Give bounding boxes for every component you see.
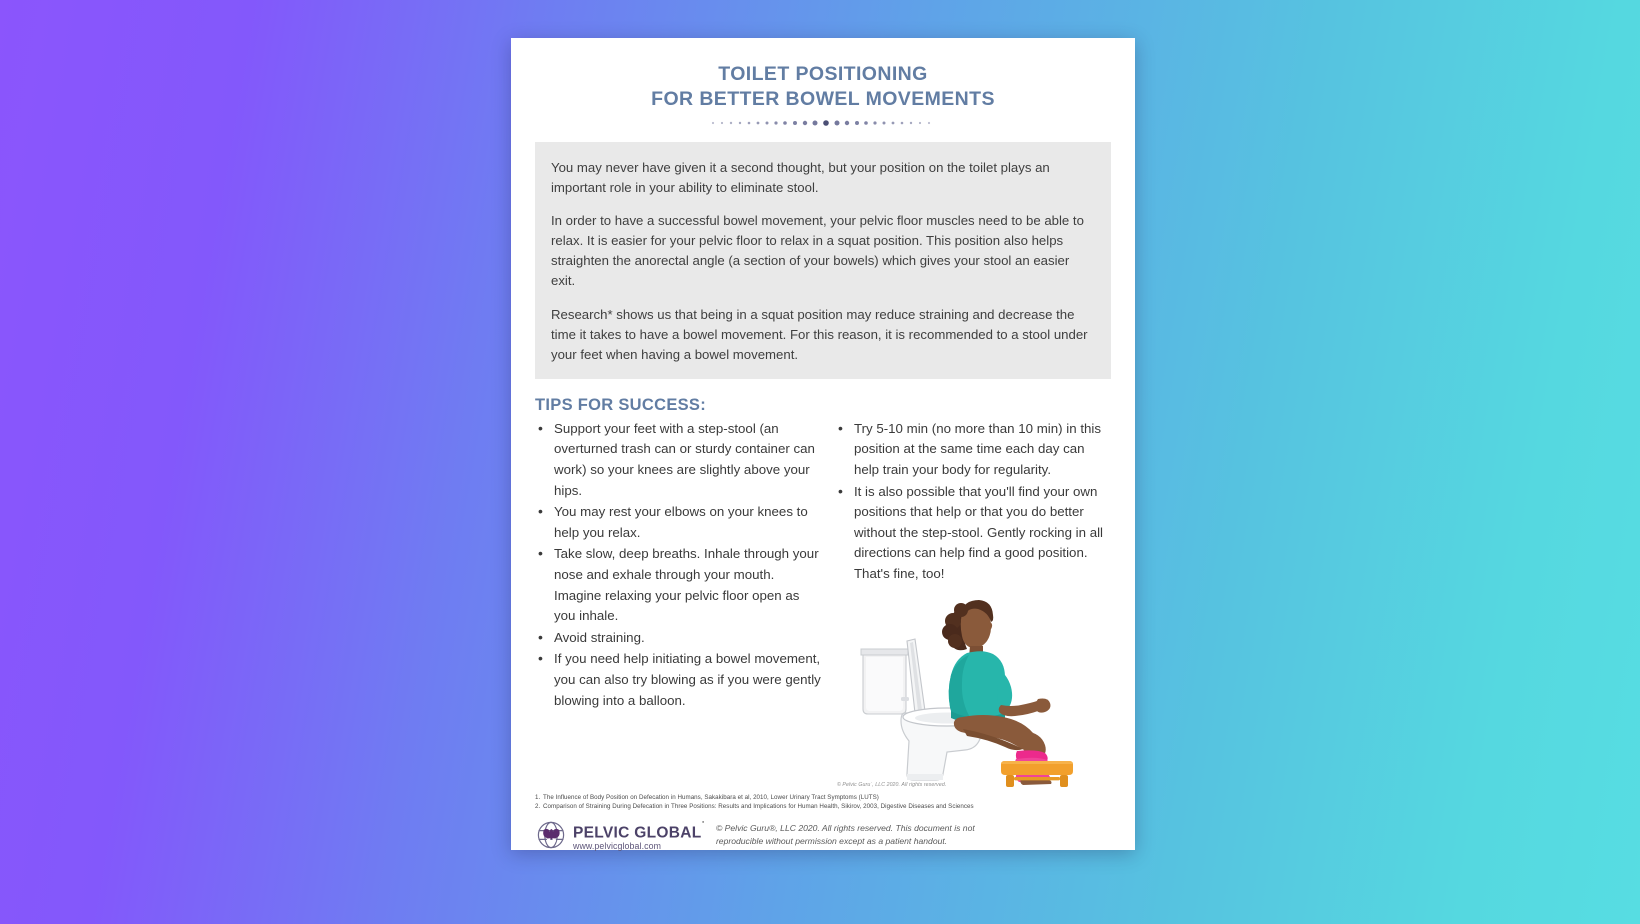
title-line-2: FOR BETTER BOWEL MOVEMENTS <box>651 87 995 110</box>
footnote-item <box>535 802 1111 812</box>
tips-column-left <box>535 419 821 789</box>
woman-on-toilet-with-step-stool-icon <box>855 591 1095 787</box>
page-title <box>511 38 1135 128</box>
illustration-credit: © Pelvic Guru˙, LLC 2020. All rights reserved. <box>836 781 947 788</box>
toilet-position-illustration <box>835 591 1113 789</box>
copyright-line-1: © Pelvic Guru®, LLC 2020. All rights reserved. This document is not <box>715 823 975 834</box>
globe-butterfly-icon <box>535 820 569 850</box>
footnote-text: Comparison of Straining During Defecation in Three Positions: Results and Implications for Human Health, Sikirov, 2003, Digestive Diseases and Sciences <box>543 803 974 811</box>
dot-divider-ornament <box>709 118 937 128</box>
intro-paragraph-1: You may never have given it a second thought, but your position on the toilet plays an important role in your ability to eliminate stool. <box>551 160 1050 196</box>
list-item: • Take slow, deep breaths. Inhale through your nose and exhale through your mouth. Imagine relaxing your pelvic floor open as you inhale. <box>535 544 821 626</box>
footnote-text: The Influence of Body Position on Defecation in Humans, Sakakibara et al, 2010, Lower Urinary Tract Symptoms (LUTS) <box>543 793 879 801</box>
website-url: www.pelvicglobal.com <box>573 841 662 852</box>
intro-paragraph-2: In order to have a successful bowel movement, your pelvic floor muscles need to be able to relax. It is easier for your pelvic floor to relax in a squat position. This position also helps straighten the anorectal angle (a section of your bowels) which gives your stool an easier exit. <box>551 213 1084 289</box>
list-item: • Try 5-10 min (no more than 10 min) in this position at the same time each day can help train your body for regularity. <box>835 419 1113 481</box>
brand-name: PELVIC GLOBAL <box>573 824 702 842</box>
intro-panel <box>535 142 1111 379</box>
trademark-mark: ˙ <box>701 818 706 834</box>
list-item: • Support your feet with a step-stool (an overturned trash can or sturdy container can work) so your knees are slightly above your hips. <box>535 419 821 501</box>
footnotes <box>535 793 1111 812</box>
tips-list-left <box>535 419 821 712</box>
copyright-line-2: reproducible without permission except as a patient handout. <box>715 836 948 847</box>
tips-heading: TIPS FOR SUCCESS: <box>535 395 707 414</box>
list-item: • You may rest your elbows on your knees to help you relax. <box>535 502 821 543</box>
handout-page <box>511 38 1135 850</box>
intro-paragraph-3: Research* shows us that being in a squat position may reduce straining and decrease the time it takes to have a bowel movement. For this reason, it is recommended to a stool under your feet when having a bowel movement. <box>551 306 1088 362</box>
footer <box>535 820 1111 851</box>
tips-column-right <box>835 419 1113 789</box>
footnote-item <box>535 793 1111 803</box>
logo-wordmark <box>573 820 706 851</box>
copyright-notice <box>716 822 975 848</box>
footnote-number: 1. <box>535 793 541 801</box>
list-item: • If you need help initiating a bowel movement, you can also try blowing as if you were gently blowing into a balloon. <box>535 649 821 711</box>
tips-columns <box>511 419 1135 789</box>
list-item: • Avoid straining. <box>535 628 821 649</box>
footnote-number: 2. <box>535 803 541 811</box>
pelvic-global-logo[interactable] <box>535 820 706 851</box>
tips-list-right <box>835 419 1113 585</box>
title-line-1: TOILET POSITIONING <box>718 63 928 85</box>
list-item: • It is also possible that you'll find your own positions that help or that you do better without the step-stool. Gently rocking in all directions can help find a good position. That's fine, too! <box>835 482 1113 585</box>
